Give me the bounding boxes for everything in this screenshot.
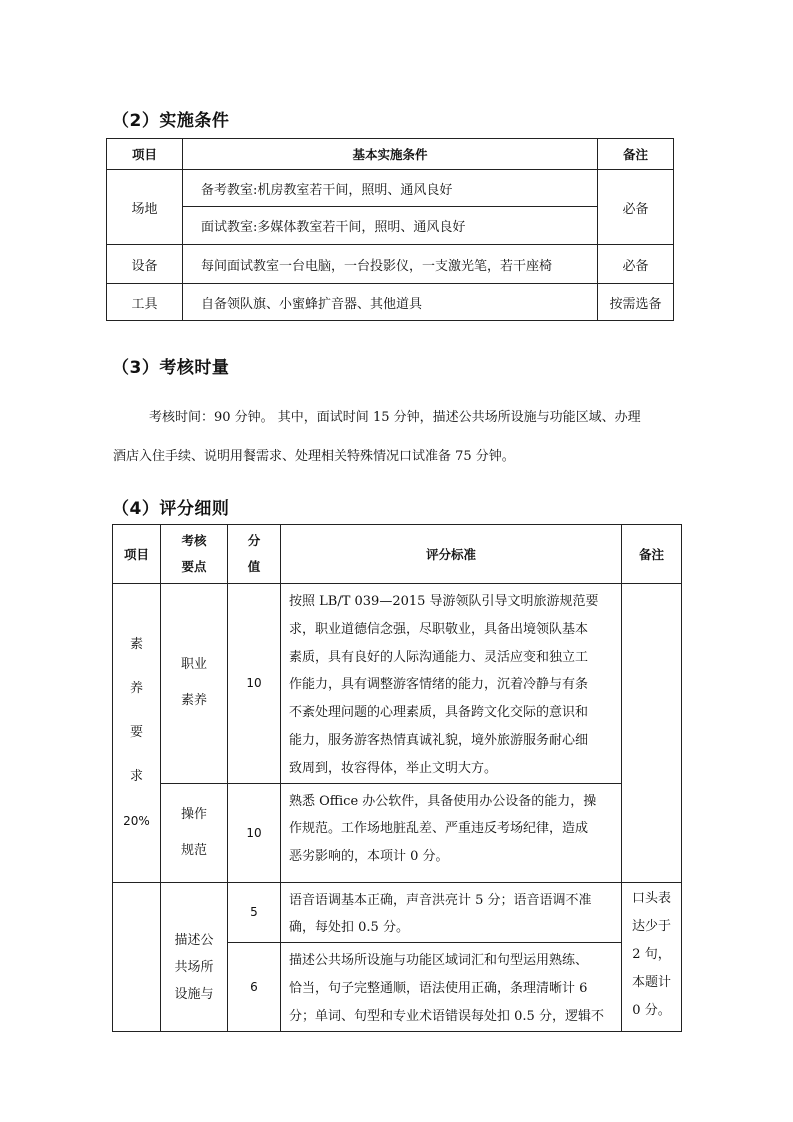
table-row — [107, 170, 674, 207]
duration-paragraph — [113, 398, 683, 476]
standard-line: 作规范。工作场地脏乱差、严重违反考场纪律，造成 — [289, 821, 589, 837]
standard-text — [281, 783, 622, 882]
group-label-percent: 20% — [123, 813, 150, 828]
row-item-equipment: 设备 — [107, 245, 183, 284]
standard-line: 素质，具有良好的人际沟通能力、灵活应变和独立工 — [289, 649, 589, 665]
row-note: 必备 — [598, 245, 674, 284]
section-heading-duration: （3）考核时量 — [112, 358, 230, 378]
group-label-char: 求 — [129, 768, 143, 784]
standard-line: 熟悉 Office 办公软件，具备使用办公设备的能力，操 — [289, 793, 597, 809]
table-row — [107, 207, 674, 245]
condition-text: 每间面试教室一台电脑，一台投影仪，一支激光笔，若干座椅 — [183, 245, 598, 284]
condition-text: 面试教室:多媒体教室若干间，照明、通风良好 — [183, 207, 598, 245]
note-line: 口头表 — [631, 890, 671, 906]
point-describe-facilities — [161, 882, 228, 1031]
paragraph-line: 考核时间：90 分钟。 其中，面试时间 15 分钟，描述公共场所设施与功能区域、办理 — [149, 410, 641, 425]
table-row — [113, 882, 682, 943]
row-item-tools: 工具 — [107, 284, 183, 321]
group-label-literacy — [113, 584, 161, 883]
header-point-line: 考核 — [181, 533, 207, 548]
standard-line: 描述公共场所设施与功能区域词汇和句型运用熟练、 — [289, 953, 589, 969]
point-line: 共场所 — [174, 959, 214, 975]
point-line: 规范 — [180, 842, 207, 858]
scoring-table — [112, 524, 682, 1032]
condition-text: 自备领队旗、小蜜蜂扩音器、其他道具 — [183, 284, 598, 321]
group-label-empty — [113, 882, 161, 1031]
section-heading-scoring: （4）评分细则 — [112, 499, 230, 519]
point-line: 操作 — [180, 806, 207, 822]
group-label-char: 养 — [129, 680, 143, 696]
standard-text — [281, 584, 622, 784]
point-professional — [161, 584, 228, 784]
table-row — [107, 245, 674, 284]
standard-text — [281, 943, 622, 1031]
note-line: 0 分。 — [632, 1002, 671, 1018]
score-value: 6 — [228, 943, 281, 1031]
point-line: 素养 — [180, 693, 207, 709]
point-line: 职业 — [180, 657, 207, 673]
group-label-char: 要 — [129, 724, 143, 740]
header-note: 备注 — [598, 139, 674, 170]
condition-text: 备考教室:机房教室若干间，照明、通风良好 — [183, 170, 598, 207]
table-row — [107, 284, 674, 321]
standard-line: 恶劣影响的，本项计 0 分。 — [289, 849, 449, 865]
section-heading-conditions: （2）实施条件 — [112, 111, 230, 131]
point-line: 描述公 — [174, 932, 214, 948]
note-empty — [622, 584, 682, 883]
table-row — [113, 584, 682, 784]
standard-line: 语音语调基本正确，声音洪亮计 5 分；语音语调不准 — [289, 892, 592, 908]
header-score-line: 分 — [247, 533, 261, 548]
header-note: 备注 — [622, 525, 682, 584]
score-value: 5 — [228, 882, 281, 943]
header-point — [161, 525, 228, 584]
table-header-row — [113, 525, 682, 584]
standard-line: 能力，服务游客热情真诚礼貌，境外旅游服务耐心细 — [289, 732, 589, 748]
header-score-line: 值 — [247, 559, 261, 574]
note-oral-requirement — [622, 882, 682, 1031]
point-line: 设施与 — [174, 986, 214, 1002]
standard-line: 按照 LB/T 039—2015 导游领队引导文明旅游规范要 — [289, 594, 599, 609]
group-label-char: 素 — [129, 636, 143, 652]
standard-line: 求，职业道德信念强，尽职敬业，具备出境领队基本 — [289, 621, 589, 637]
standard-line: 确，每处扣 0.5 分。 — [289, 920, 409, 936]
standard-line: 不紊处理问题的心理素质，具备跨文化交际的意识和 — [289, 705, 589, 721]
row-note: 必备 — [598, 170, 674, 245]
row-item-venue: 场地 — [107, 170, 183, 245]
header-score — [228, 525, 281, 584]
header-standard: 评分标准 — [281, 525, 622, 584]
table-row — [113, 783, 682, 882]
standard-line: 恰当，句子完整通顺，语法使用正确，条理清晰计 6 — [289, 980, 588, 996]
point-operation — [161, 783, 228, 882]
note-line: 达少于 — [631, 918, 671, 934]
score-value: 10 — [228, 584, 281, 784]
standard-line: 致周到，妆容得体，举止文明大方。 — [289, 760, 498, 776]
header-conditions: 基本实施条件 — [183, 139, 598, 170]
table-header-row — [107, 139, 674, 170]
standard-line: 分；单词、句型和专业术语错误每处扣 0.5 分，逻辑不 — [289, 1008, 604, 1024]
note-line: 本题计 — [631, 974, 671, 990]
conditions-table — [106, 138, 674, 321]
row-note: 按需选备 — [598, 284, 674, 321]
standard-text — [281, 882, 622, 943]
score-value: 10 — [228, 783, 281, 882]
header-point-line: 要点 — [181, 559, 207, 574]
header-item: 项目 — [107, 139, 183, 170]
note-line: 2 句， — [632, 946, 671, 962]
standard-line: 作能力，具有调整游客情绪的能力，沉着冷静与有条 — [289, 677, 589, 693]
paragraph-line: 酒店入住手续、说明用餐需求、处理相关特殊情况口试准备 75 分钟。 — [113, 449, 515, 464]
header-item: 项目 — [113, 525, 161, 584]
